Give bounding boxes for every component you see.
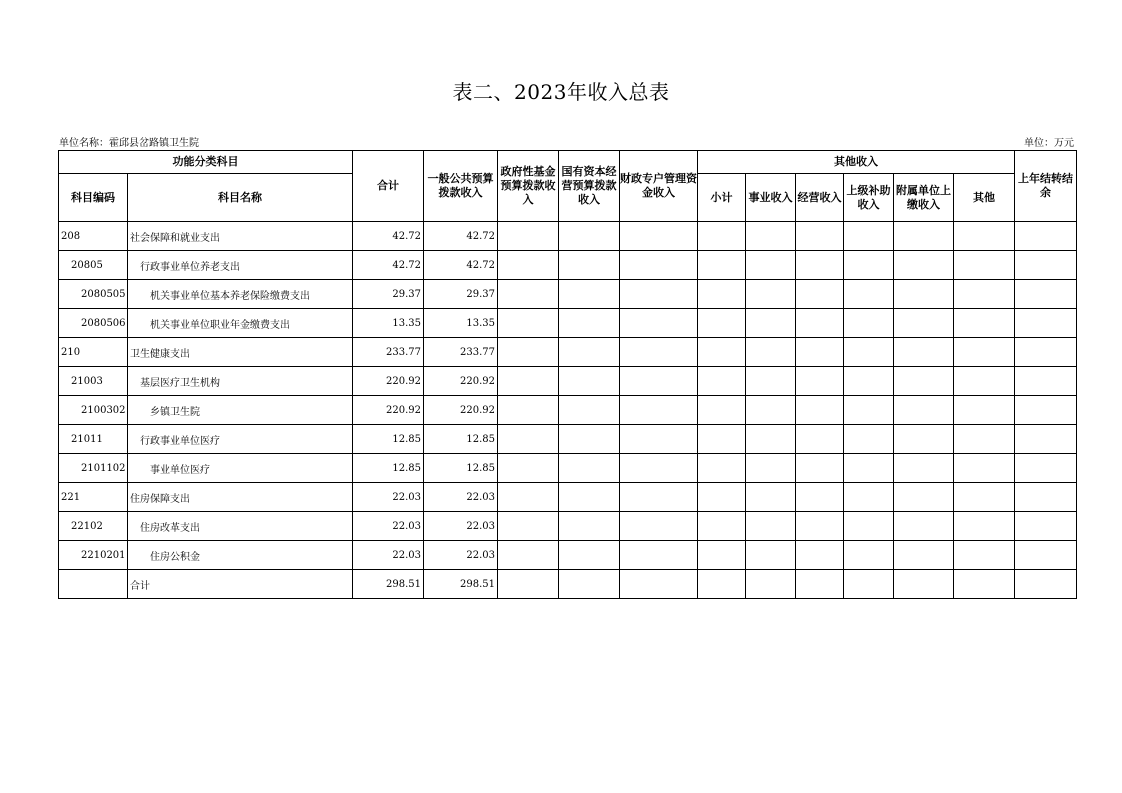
row-empty-cell xyxy=(620,338,698,367)
header-func-class: 功能分类科目 xyxy=(59,151,353,174)
table-row xyxy=(59,483,1077,512)
row-empty-cell xyxy=(746,396,796,425)
row-empty-cell xyxy=(1015,541,1077,570)
row-name: 行政事业单位医疗 xyxy=(128,425,353,454)
header-code: 科目编码 xyxy=(59,174,128,222)
row-name: 基层医疗卫生机构 xyxy=(128,367,353,396)
row-empty-cell xyxy=(698,309,746,338)
header-others: 其他 xyxy=(954,174,1015,222)
row-total: 29.37 xyxy=(353,280,424,309)
row-empty-cell xyxy=(620,541,698,570)
row-empty-cell xyxy=(954,280,1015,309)
row-empty-cell xyxy=(796,541,844,570)
row-empty-cell xyxy=(698,280,746,309)
row-empty-cell xyxy=(844,338,894,367)
row-code xyxy=(59,570,128,599)
row-code: 2210201 xyxy=(59,541,128,570)
row-empty-cell xyxy=(844,222,894,251)
row-empty-cell xyxy=(746,367,796,396)
row-empty-cell xyxy=(698,396,746,425)
row-empty-cell xyxy=(698,483,746,512)
row-code: 2080505 xyxy=(59,280,128,309)
row-empty-cell xyxy=(954,570,1015,599)
row-empty-cell xyxy=(796,309,844,338)
header-business: 事业收入 xyxy=(746,174,796,222)
row-empty-cell xyxy=(620,309,698,338)
row-code: 2100302 xyxy=(59,396,128,425)
row-general-budget: 220.92 xyxy=(424,367,498,396)
row-code: 2101102 xyxy=(59,454,128,483)
table-row xyxy=(59,338,1077,367)
row-empty-cell xyxy=(954,396,1015,425)
row-empty-cell xyxy=(620,483,698,512)
row-empty-cell xyxy=(746,251,796,280)
row-name: 机关事业单位职业年金缴费支出 xyxy=(128,309,353,338)
row-empty-cell xyxy=(559,454,620,483)
table-row xyxy=(59,454,1077,483)
row-empty-cell xyxy=(559,570,620,599)
row-code: 22102 xyxy=(59,512,128,541)
row-empty-cell xyxy=(844,280,894,309)
row-empty-cell xyxy=(498,541,559,570)
row-empty-cell xyxy=(559,338,620,367)
row-empty-cell xyxy=(1015,396,1077,425)
row-empty-cell xyxy=(954,512,1015,541)
table-row xyxy=(59,570,1077,599)
row-total: 12.85 xyxy=(353,425,424,454)
row-empty-cell xyxy=(620,570,698,599)
row-empty-cell xyxy=(498,251,559,280)
row-name: 住房改革支出 xyxy=(128,512,353,541)
row-name: 社会保障和就业支出 xyxy=(128,222,353,251)
row-empty-cell xyxy=(498,338,559,367)
row-empty-cell xyxy=(894,338,954,367)
row-empty-cell xyxy=(954,367,1015,396)
row-empty-cell xyxy=(894,309,954,338)
row-empty-cell xyxy=(498,454,559,483)
header-operating: 经营收入 xyxy=(796,174,844,222)
header-gov-fund: 政府性基金预算拨款收入 xyxy=(498,151,559,222)
row-name: 合计 xyxy=(128,570,353,599)
row-empty-cell xyxy=(894,367,954,396)
header-name: 科目名称 xyxy=(128,174,353,222)
row-general-budget: 42.72 xyxy=(424,222,498,251)
row-total: 298.51 xyxy=(353,570,424,599)
row-empty-cell xyxy=(1015,280,1077,309)
row-empty-cell xyxy=(954,425,1015,454)
row-empty-cell xyxy=(698,570,746,599)
row-empty-cell xyxy=(498,512,559,541)
row-empty-cell xyxy=(498,396,559,425)
row-empty-cell xyxy=(620,512,698,541)
row-code: 21011 xyxy=(59,425,128,454)
row-empty-cell xyxy=(1015,309,1077,338)
header-total: 合计 xyxy=(353,151,424,222)
row-empty-cell xyxy=(559,541,620,570)
row-code: 221 xyxy=(59,483,128,512)
row-empty-cell xyxy=(894,512,954,541)
row-empty-cell xyxy=(796,396,844,425)
row-empty-cell xyxy=(698,338,746,367)
row-empty-cell xyxy=(698,251,746,280)
row-general-budget: 12.85 xyxy=(424,454,498,483)
row-empty-cell xyxy=(894,222,954,251)
unit-measure: 单位：万元 xyxy=(1024,138,1074,149)
row-empty-cell xyxy=(498,570,559,599)
row-total: 22.03 xyxy=(353,541,424,570)
row-empty-cell xyxy=(1015,338,1077,367)
header-superior: 上级补助收入 xyxy=(844,174,894,222)
row-empty-cell xyxy=(894,251,954,280)
header-affiliated: 附属单位上缴收入 xyxy=(894,174,954,222)
row-empty-cell xyxy=(844,541,894,570)
row-total: 42.72 xyxy=(353,251,424,280)
row-empty-cell xyxy=(559,367,620,396)
row-general-budget: 29.37 xyxy=(424,280,498,309)
row-empty-cell xyxy=(746,570,796,599)
row-empty-cell xyxy=(796,483,844,512)
header-general-budget: 一般公共预算拨款收入 xyxy=(424,151,498,222)
row-empty-cell xyxy=(844,309,894,338)
header-carryover: 上年结转结余 xyxy=(1015,151,1077,222)
table-body xyxy=(59,222,1077,599)
table-row xyxy=(59,309,1077,338)
row-empty-cell xyxy=(498,367,559,396)
row-empty-cell xyxy=(894,454,954,483)
row-name: 住房保障支出 xyxy=(128,483,353,512)
row-name: 住房公积金 xyxy=(128,541,353,570)
row-general-budget: 233.77 xyxy=(424,338,498,367)
table-row xyxy=(59,541,1077,570)
row-empty-cell xyxy=(844,251,894,280)
row-empty-cell xyxy=(559,483,620,512)
row-empty-cell xyxy=(844,425,894,454)
row-empty-cell xyxy=(559,396,620,425)
row-name: 机关事业单位基本养老保险缴费支出 xyxy=(128,280,353,309)
row-name: 事业单位医疗 xyxy=(128,454,353,483)
row-empty-cell xyxy=(844,454,894,483)
row-empty-cell xyxy=(620,251,698,280)
row-empty-cell xyxy=(1015,367,1077,396)
row-empty-cell xyxy=(620,454,698,483)
row-empty-cell xyxy=(894,280,954,309)
row-empty-cell xyxy=(746,425,796,454)
row-empty-cell xyxy=(698,367,746,396)
row-total: 13.35 xyxy=(353,309,424,338)
row-code: 2080506 xyxy=(59,309,128,338)
row-empty-cell xyxy=(1015,454,1077,483)
row-general-budget: 22.03 xyxy=(424,512,498,541)
row-empty-cell xyxy=(746,454,796,483)
row-empty-cell xyxy=(746,309,796,338)
row-general-budget: 298.51 xyxy=(424,570,498,599)
row-general-budget: 12.85 xyxy=(424,425,498,454)
row-empty-cell xyxy=(796,512,844,541)
row-empty-cell xyxy=(620,222,698,251)
row-total: 12.85 xyxy=(353,454,424,483)
row-empty-cell xyxy=(1015,425,1077,454)
row-empty-cell xyxy=(620,396,698,425)
row-code: 20805 xyxy=(59,251,128,280)
header-state-capital: 国有资本经营预算拨款收入 xyxy=(559,151,620,222)
row-total: 220.92 xyxy=(353,396,424,425)
row-total: 220.92 xyxy=(353,367,424,396)
row-empty-cell xyxy=(954,251,1015,280)
row-empty-cell xyxy=(498,222,559,251)
row-total: 22.03 xyxy=(353,483,424,512)
row-empty-cell xyxy=(620,425,698,454)
row-empty-cell xyxy=(894,570,954,599)
table-row xyxy=(59,512,1077,541)
row-empty-cell xyxy=(559,251,620,280)
row-empty-cell xyxy=(498,280,559,309)
row-empty-cell xyxy=(844,396,894,425)
income-summary-table xyxy=(58,150,1077,599)
row-general-budget: 13.35 xyxy=(424,309,498,338)
page-title: 表二、2023年收入总表 xyxy=(452,80,670,104)
row-empty-cell xyxy=(559,222,620,251)
row-empty-cell xyxy=(954,483,1015,512)
row-empty-cell xyxy=(954,222,1015,251)
row-empty-cell xyxy=(954,309,1015,338)
row-empty-cell xyxy=(746,338,796,367)
row-empty-cell xyxy=(1015,512,1077,541)
row-total: 42.72 xyxy=(353,222,424,251)
row-empty-cell xyxy=(796,454,844,483)
table-row xyxy=(59,396,1077,425)
row-empty-cell xyxy=(796,222,844,251)
row-empty-cell xyxy=(894,541,954,570)
row-empty-cell xyxy=(620,280,698,309)
row-empty-cell xyxy=(954,541,1015,570)
row-empty-cell xyxy=(498,483,559,512)
row-empty-cell xyxy=(620,367,698,396)
row-empty-cell xyxy=(894,396,954,425)
row-empty-cell xyxy=(1015,222,1077,251)
row-empty-cell xyxy=(559,512,620,541)
row-empty-cell xyxy=(746,222,796,251)
row-empty-cell xyxy=(1015,483,1077,512)
row-empty-cell xyxy=(796,570,844,599)
header-special-fund: 财政专户管理资金收入 xyxy=(620,151,698,222)
row-empty-cell xyxy=(746,512,796,541)
table-row xyxy=(59,280,1077,309)
row-empty-cell xyxy=(559,280,620,309)
row-empty-cell xyxy=(498,309,559,338)
row-name: 行政事业单位养老支出 xyxy=(128,251,353,280)
row-empty-cell xyxy=(844,570,894,599)
row-empty-cell xyxy=(844,483,894,512)
table-row xyxy=(59,251,1077,280)
row-general-budget: 220.92 xyxy=(424,396,498,425)
row-empty-cell xyxy=(559,425,620,454)
row-empty-cell xyxy=(796,280,844,309)
row-empty-cell xyxy=(698,454,746,483)
row-empty-cell xyxy=(498,425,559,454)
table-row xyxy=(59,222,1077,251)
row-total: 233.77 xyxy=(353,338,424,367)
row-name: 乡镇卫生院 xyxy=(128,396,353,425)
row-empty-cell xyxy=(746,541,796,570)
row-code: 210 xyxy=(59,338,128,367)
row-code: 21003 xyxy=(59,367,128,396)
header-other-income: 其他收入 xyxy=(698,151,1015,174)
row-empty-cell xyxy=(844,512,894,541)
row-empty-cell xyxy=(698,222,746,251)
row-empty-cell xyxy=(844,367,894,396)
row-code: 208 xyxy=(59,222,128,251)
row-empty-cell xyxy=(698,512,746,541)
row-empty-cell xyxy=(746,280,796,309)
row-empty-cell xyxy=(1015,251,1077,280)
row-empty-cell xyxy=(796,251,844,280)
row-empty-cell xyxy=(796,425,844,454)
table-row xyxy=(59,367,1077,396)
row-empty-cell xyxy=(559,309,620,338)
row-empty-cell xyxy=(894,483,954,512)
row-empty-cell xyxy=(954,338,1015,367)
row-name: 卫生健康支出 xyxy=(128,338,353,367)
row-empty-cell xyxy=(894,425,954,454)
table-row xyxy=(59,425,1077,454)
row-empty-cell xyxy=(698,541,746,570)
row-general-budget: 22.03 xyxy=(424,483,498,512)
unit-name: 单位名称：霍邱县岔路镇卫生院 xyxy=(59,138,199,149)
row-empty-cell xyxy=(746,483,796,512)
row-total: 22.03 xyxy=(353,512,424,541)
header-subtotal: 小计 xyxy=(698,174,746,222)
row-general-budget: 42.72 xyxy=(424,251,498,280)
row-empty-cell xyxy=(954,454,1015,483)
row-empty-cell xyxy=(796,338,844,367)
row-general-budget: 22.03 xyxy=(424,541,498,570)
row-empty-cell xyxy=(1015,570,1077,599)
row-empty-cell xyxy=(796,367,844,396)
row-empty-cell xyxy=(698,425,746,454)
